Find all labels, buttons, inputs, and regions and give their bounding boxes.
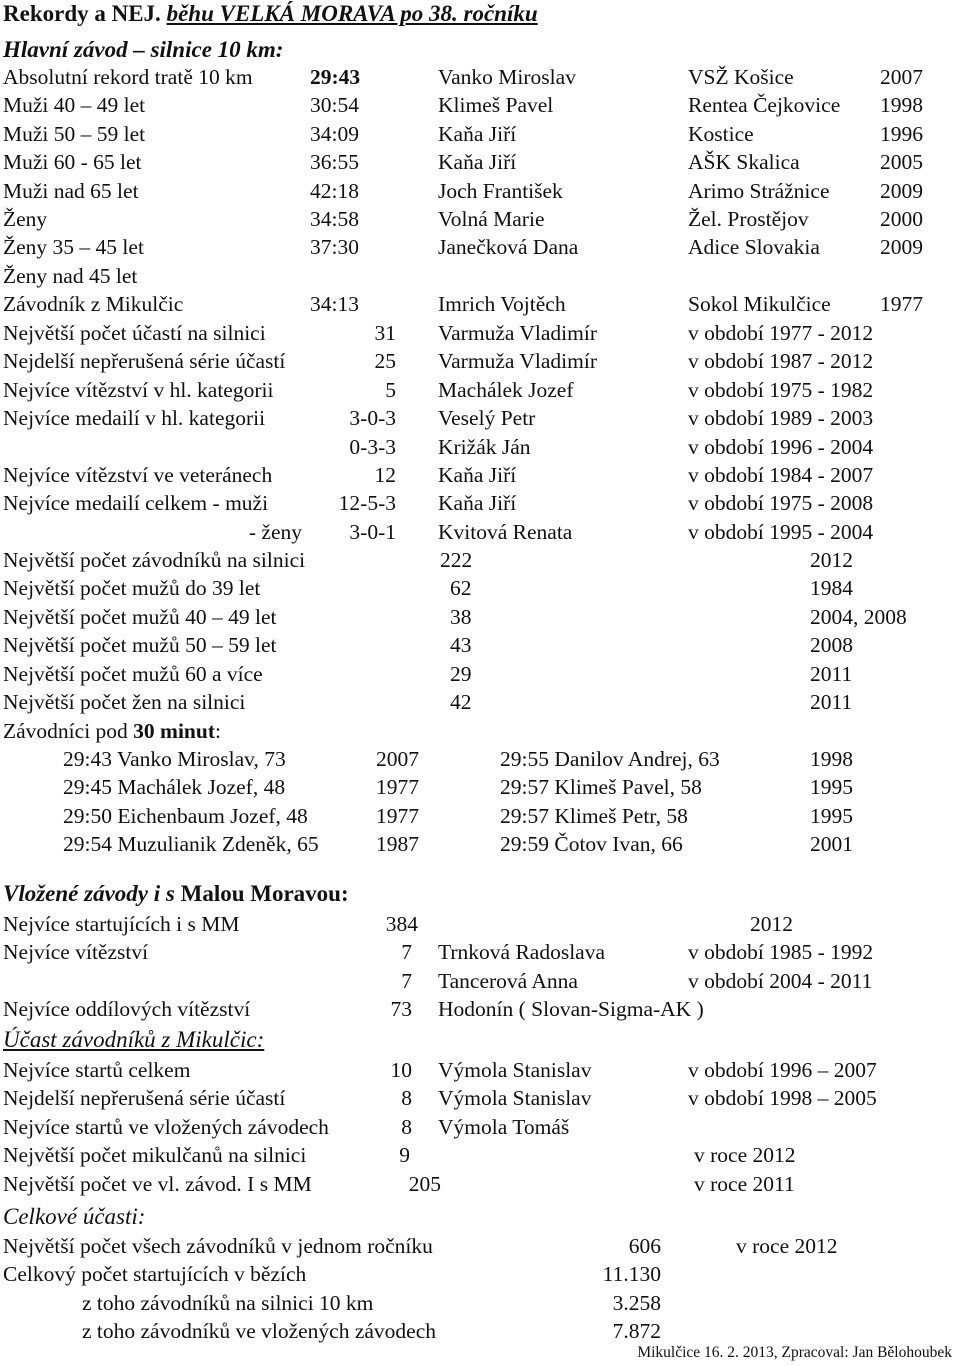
stat-label: Nejdelší nepřerušená série účastí [3,349,286,374]
stat-value: 31 [374,321,396,345]
record-category: Ženy 35 – 45 let [3,235,144,260]
main-race-heading: Hlavní závod – silnice 10 km: [3,37,284,62]
record-name: Imrich Vojtěch [438,292,566,317]
sub30-label [3,718,221,744]
count-label: Největší počet mužů do 39 let [3,576,261,601]
record-year: 1998 [880,93,923,118]
record-club: Arimo Strážnice [688,178,830,203]
count-value: 38 [450,604,472,629]
count-label: Největší počet mužů 50 – 59 let [3,633,277,658]
stat-name: Veselý Petr [438,406,536,431]
record-name: Volná Marie [438,207,545,231]
count-year: 2012 [810,548,853,572]
stat-period: v období 1975 - 1982 [688,377,874,402]
record-club: VSŽ Košice [688,65,794,89]
mikulcice-value: 8 [401,1086,412,1111]
mikulcice-label: Nejvíce startů ve vložených závodech [3,1114,329,1139]
embedded-name: Trnková Radoslava [438,940,606,965]
embedded-period: v období 2004 - 2011 [688,968,873,993]
embedded-value: 73 [390,997,412,1022]
sub30-left-year: 2007 [376,747,419,771]
stat-name: Kaňa Jiří [438,463,517,487]
record-time: 42:18 [310,178,359,203]
total-label: Celkový počet startujících v bězích [3,1262,307,1287]
record-year: 1977 [880,292,923,317]
record-year: 2000 [880,207,923,231]
sub30-label-pre: Závodníci pod [3,719,134,743]
mikulcice-value: 10 [390,1058,412,1082]
embedded-heading-plain: Malou Moravou [180,881,341,906]
record-year: 2009 [880,235,923,260]
embedded-label: Nejvíce vítězství [3,940,149,965]
stat-period: v období 1987 - 2012 [688,349,874,374]
embedded-value: 7 [401,940,412,965]
sub30-label-bold: 30 minut [133,719,216,743]
stat-value: 3-0-3 [349,406,396,431]
count-year: 2004, 2008 [810,604,907,629]
record-club: AŠK Skalica [688,150,800,175]
stat-name: Machálek Jozef [438,377,574,402]
stat-period: v období 1977 - 2012 [688,321,874,345]
count-label: Největší počet závodníků na silnici [3,548,306,572]
mikulcice-name: Výmola Tomáš [438,1114,570,1139]
sub30-label-post: : [215,719,221,743]
record-year: 2005 [880,150,923,175]
mikulcice-label: Největší počet mikulčanů na silnici [3,1143,307,1168]
stat-label: Nejvíce medailí celkem - muži [3,491,269,516]
sub30-left-year: 1977 [376,775,419,800]
total-extra: v roce 2012 [736,1234,838,1258]
stat-period: v období 1989 - 2003 [688,406,874,431]
total-label: z toho závodníků na silnici 10 km [82,1290,374,1315]
stat-label: - ženy [248,519,302,544]
stat-name: Varmuža Vladimír [438,349,598,374]
sub30-left-entry: 29:54 Muzulianik Zdeněk, 65 [63,832,319,857]
stat-period: v období 1975 - 2008 [688,491,874,516]
record-year: 1996 [880,121,923,146]
mikulcice-label: Největší počet ve vl. závod. I s MM [3,1171,312,1196]
embedded-value: 7 [401,968,412,993]
mikulcice-label: Nejvíce startů celkem [3,1058,191,1082]
count-year: 2008 [810,633,853,658]
record-category: Ženy nad 45 let [3,263,138,288]
sub30-left-entry: 29:43 Vanko Miroslav, 73 [63,747,286,771]
record-time: 34:09 [310,121,359,146]
record-category: Muži 50 – 59 let [3,121,146,146]
embedded-heading-end: : [340,881,349,906]
record-name: Janečková Dana [438,235,579,260]
stat-value: 3-0-1 [349,519,396,544]
sub30-left-year: 1987 [376,832,419,857]
record-name: Kaňa Jiří [438,121,517,146]
embedded-name: Hodonín ( Slovan-Sigma-AK ) [438,997,704,1022]
count-value: 29 [450,661,472,686]
stat-period: v období 1996 - 2004 [688,434,874,459]
total-value: 11.130 [602,1262,661,1287]
record-club: Rentea Čejkovice [688,93,841,118]
count-value: 43 [450,633,472,658]
stat-name: Kvitová Renata [438,519,573,544]
stat-value: 0-3-3 [349,434,396,459]
record-category: Muži 40 – 49 let [3,93,146,118]
title-part-1: Rekordy a NEJ. [3,1,167,26]
total-value: 7.872 [612,1319,661,1344]
stat-name: Križák Ján [438,434,531,459]
record-club: Žel. Prostějov [688,207,809,231]
count-year: 1984 [810,576,853,601]
record-category: Muži nad 65 let [3,178,139,203]
mikulcice-label: Nejdelší nepřerušená série účastí [3,1086,286,1111]
record-category: Absolutní rekord tratě 10 km [3,65,253,89]
total-label: z toho závodníků ve vložených závodech [82,1319,437,1344]
stat-period: v období 1984 - 2007 [688,463,874,487]
sub30-left-entry: 29:50 Eichenbaum Jozef, 48 [63,803,308,828]
stat-value: 25 [374,349,396,374]
mikulcice-name: Výmola Stanislav [438,1058,592,1082]
record-category: Ženy [3,207,48,231]
stat-label: Největší počet účastí na silnici [3,321,266,345]
embedded-heading [3,880,349,908]
embedded-label: Nejvíce oddílových vítězství [3,997,251,1022]
record-category: Závodník z Mikulčic [3,292,184,317]
record-time: 29:43 [310,65,361,89]
sub30-right-year: 1995 [810,775,853,800]
embedded-heading-italic: Vložené závody i s [3,881,181,906]
record-name: Klimeš Pavel [438,93,554,118]
record-time: 34:13 [310,292,359,317]
embedded-period: 2012 [750,912,793,936]
record-name: Vanko Miroslav [438,65,576,89]
record-time: 37:30 [310,235,359,260]
record-time: 34:58 [310,207,359,231]
embedded-name: Tancerová Anna [438,968,578,993]
record-club: Sokol Mikulčice [688,292,831,317]
total-value: 606 [628,1234,661,1258]
mikulcice-period: v období 1996 – 2007 [688,1058,877,1082]
total-value: 3.258 [612,1290,661,1315]
embedded-value: 384 [385,912,418,936]
record-time: 36:55 [310,150,359,175]
record-club: Kostice [688,121,754,146]
stat-value: 5 [385,377,396,402]
sub30-right-entry: 29:59 Čotov Ivan, 66 [500,832,683,857]
sub30-left-entry: 29:45 Machálek Jozef, 48 [63,775,286,800]
record-year: 2007 [880,65,923,89]
count-year: 2011 [810,661,853,686]
title-part-2: běhu VELKÁ MORAVA po 38. ročníku [166,1,538,26]
sub30-left-year: 1977 [376,803,419,828]
sub30-right-year: 1995 [810,803,853,828]
mikulcice-period: v období 1998 – 2005 [688,1086,877,1111]
stat-value: 12-5-3 [338,491,396,516]
total-heading: Celkové účasti: [3,1204,146,1229]
sub30-right-entry: 29:57 Klimeš Pavel, 58 [500,775,702,800]
total-label: Největší počet všech závodníků v jednom ročníku [3,1234,433,1258]
mikulcice-value: 205 [408,1171,441,1196]
count-value: 62 [450,576,472,601]
record-year: 2009 [880,178,923,203]
mikulcice-period: v roce 2012 [694,1143,796,1168]
mikulcice-value: 9 [399,1143,410,1168]
stat-label: Nejvíce medailí v hl. kategorii [3,406,266,431]
count-label: Největší počet mužů 40 – 49 let [3,604,277,629]
count-label: Největší počet žen na silnici [3,690,246,714]
record-category: Muži 60 - 65 let [3,150,142,175]
record-time: 30:54 [310,93,359,118]
embedded-label: Nejvíce startujících i s MM [3,912,240,936]
sub30-right-entry: 29:57 Klimeš Petr, 58 [500,803,688,828]
stat-name: Kaňa Jiří [438,491,517,516]
stat-period: v období 1995 - 2004 [688,519,874,544]
stat-label: Nejvíce vítězství v hl. kategorii [3,377,274,402]
stat-value: 12 [374,463,396,487]
mikulcice-name: Výmola Stanislav [438,1086,592,1111]
sub30-right-year: 2001 [810,832,853,857]
record-club: Adice Slovakia [688,235,820,260]
record-name: Joch František [438,178,563,203]
sub30-right-entry: 29:55 Danilov Andrej, 63 [500,747,720,771]
embedded-period: v období 1985 - 1992 [688,940,874,965]
count-value: 222 [440,548,473,572]
stat-name: Varmuža Vladimír [438,321,598,345]
count-value: 42 [450,690,472,714]
footer-note: Mikulčice 16. 2. 2013, Zpracoval: Jan Bělohoubek [637,1344,952,1361]
count-year: 2011 [810,690,853,714]
count-label: Největší počet mužů 60 a více [3,661,263,686]
mikulcice-value: 8 [401,1114,412,1139]
record-name: Kaňa Jiří [438,150,517,175]
mikulcice-period: v roce 2011 [694,1171,795,1196]
mikulcice-heading: Účast závodníků z Mikulčic: [3,1027,265,1052]
sub30-right-year: 1998 [810,747,853,771]
page-title [3,0,538,28]
stat-label: Nejvíce vítězství ve veteránech [3,463,273,487]
